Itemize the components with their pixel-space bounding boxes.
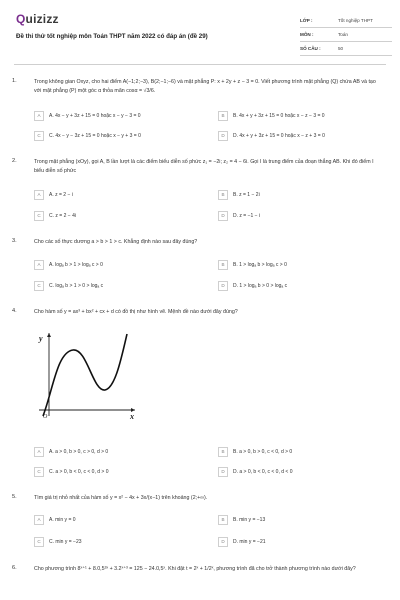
option-label-box: C [34,467,44,477]
cubic-function-graph [35,330,140,420]
option-d[interactable] [218,130,388,141]
question-number: 4. [12,308,17,314]
meta-value: Tốt nghiệp THPT [338,18,373,23]
option-text: A. min y = 0 [49,516,76,523]
option-a[interactable] [34,110,204,121]
question-text: Trong không gian Oxyz, cho hai điểm A(−1;2;−3), B(2;−1;−6) và mặt phẳng P: x + 2y + z − 3 = 0. Viết phương trình mặt phẳng (Q) chứa AB và tạo với mặt phẳng (P) một góc α thỏa mãn cosα = √3/6. [34,79,376,94]
option-label-box: D [218,281,228,291]
option-c[interactable] [34,210,204,221]
option-text: D. 1 > logₐ b > 0 > logₐ c [233,282,288,289]
question-text: Cho phương trình 8ˣ⁺¹ + 8.0,5³ˣ + 3.2ˣ⁺³ = 125 − 24.0,5ˣ. Khi đặt t = 2ˣ + 1/2ˣ, phương trình đã cho trở thành phương trình nào dưới đây? [34,566,356,572]
question-number: 1. [12,78,17,84]
header-divider [14,64,386,65]
question-text: Cho các số thực dương a > b > 1 > c. Khẳng định nào sau đây đúng? [34,239,198,245]
y-axis-label: y [39,334,43,343]
option-label-box: D [218,131,228,141]
option-c[interactable] [34,466,204,477]
option-label-box: D [218,537,228,547]
quizizz-logo: Quizizz [16,12,59,26]
option-b[interactable] [218,259,388,270]
option-text: D. min y = −21 [233,538,266,545]
cubic-curve [43,334,127,416]
option-text: B. z = 1 − 2i [233,191,260,198]
question-number: 6. [12,565,17,571]
option-text: C. min y = −23 [49,538,82,545]
document-title: Đề thi thử tốt nghiệp môn Toán THPT năm 2022 có đáp án (đề 29) [16,33,208,40]
option-label-box: C [34,281,44,291]
option-d[interactable] [218,466,388,477]
option-b[interactable] [218,446,388,457]
question-text: Cho hàm số y = ax³ + bx² + cx + d có đồ thị như hình vẽ. Mệnh đề nào dưới đây đúng? [34,309,238,315]
meta-key: SỐ CÂU : [300,46,321,51]
meta-key: LỚP : [300,18,313,23]
option-b[interactable] [218,514,388,525]
option-label-box: A [34,515,44,525]
meta-value: 50 [338,46,344,51]
option-text: D. z = −1 − i [233,212,261,219]
option-b[interactable] [218,110,388,121]
option-label-box: B [218,515,228,525]
option-a[interactable] [34,446,204,457]
option-label-box: D [218,467,228,477]
option-text: C. a > 0, b < 0, c < 0, d > 0 [49,468,109,475]
option-label-box: D [218,211,228,221]
option-label-box: A [34,190,44,200]
option-text: D. a > 0, b < 0, c < 0, d < 0 [233,468,293,475]
option-label-box: B [218,190,228,200]
option-label-box: A [34,447,44,457]
question-text: Trong mặt phẳng (xOy), gọi A, B lần lượt là các điểm biểu diễn số phức z₁ = −2i; z₂ = 4 − 6i. Gọi I là trung điểm của đoạn thẳng AB. Khi đó điểm I biểu diễn số phức [34,159,374,174]
option-text: A. logₐ b > 1 > logₐ c > 0 [49,261,103,268]
option-text: D. 4x + y + 3z + 15 = 0 hoặc x − z + 3 = 0 [233,132,325,139]
option-d[interactable] [218,210,388,221]
option-text: A. a > 0, b > 0, c > 0, d > 0 [49,448,109,455]
x-axis-label: x [130,412,134,420]
option-a[interactable] [34,189,204,200]
option-text: A. 4x − y + 3z + 15 = 0 hoặc x − y − 3 = 0 [49,112,141,119]
option-label-box: B [218,260,228,270]
question-number: 2. [12,158,17,164]
option-text: A. z = 2 − i [49,191,73,198]
meta-row-count [300,42,392,56]
option-text: B. min y = −13 [233,516,266,523]
option-text: C. 4x − y − 3z + 15 = 0 hoặc x − y + 3 = 0 [49,132,141,139]
option-c[interactable] [34,280,204,291]
option-text: C. logₐ b > 1 > 0 > logₐ c [49,282,104,289]
meta-value: Toán [338,32,348,37]
option-text: B. 1 > logₐ b > logₐ c > 0 [233,261,287,268]
worksheet-header [0,0,400,62]
option-c[interactable] [34,130,204,141]
option-a[interactable] [34,259,204,270]
meta-table [300,14,392,56]
option-c[interactable] [34,536,204,547]
meta-row-class [300,14,392,28]
option-d[interactable] [218,536,388,547]
origin-label: O [43,414,48,420]
option-label-box: B [218,111,228,121]
option-label-box: C [34,131,44,141]
option-b[interactable] [218,189,388,200]
y-axis-arrow [47,333,51,337]
option-label-box: A [34,111,44,121]
option-text: B. 4x + y + 3z + 15 = 0 hoặc x − z − 3 = 0 [233,112,325,119]
meta-key: MÔN : [300,32,314,37]
option-a[interactable] [34,514,204,525]
option-text: B. a > 0, b > 0, c < 0, d > 0 [233,448,293,455]
option-text: C. z = 2 − 4i [49,212,76,219]
question-text: Tìm giá trị nhỏ nhất của hàm số y = x² − 4x + 3x/(x−1) trên khoảng (2;+∞). [34,495,208,501]
question-number: 5. [12,494,17,500]
option-label-box: B [218,447,228,457]
option-label-box: C [34,211,44,221]
question-number: 3. [12,238,17,244]
option-label-box: A [34,260,44,270]
option-label-box: C [34,537,44,547]
meta-row-subject [300,28,392,42]
option-d[interactable] [218,280,388,291]
